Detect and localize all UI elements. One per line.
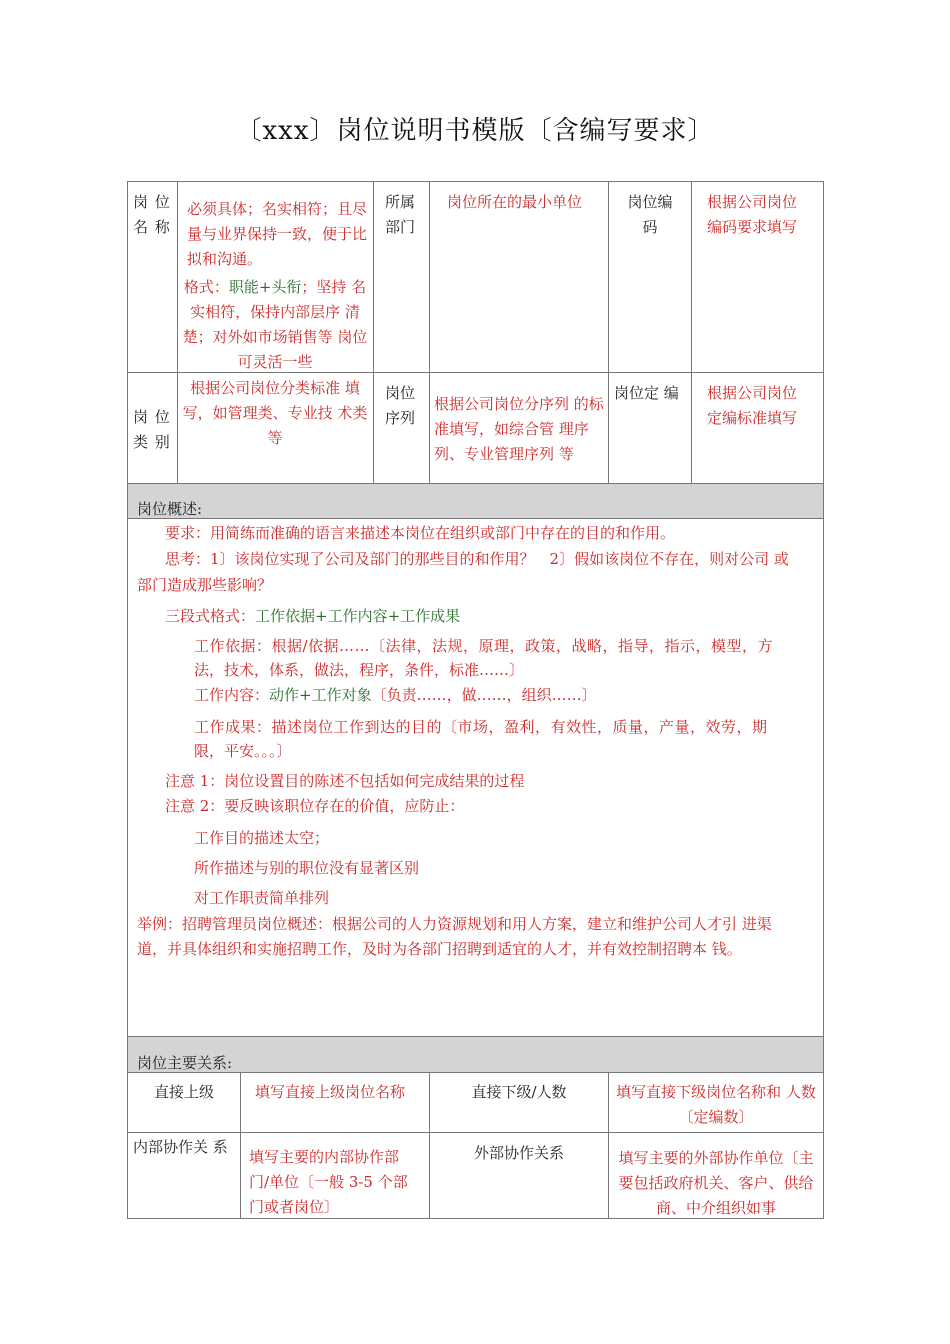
work-content-body: 动作+工作对象 [269, 686, 372, 704]
work-content-prefix: 工作内容： [194, 686, 270, 704]
overview-think-line-2: 部门造成那些影响？ [137, 576, 273, 594]
external-relations-label: 外部协作关系 [473, 1144, 564, 1162]
work-result-line-1: 工作成果：描述岗位工作到达的目的〔市场，盈利，有效性，质量，产量，效劳，期 [194, 718, 768, 736]
position-type-label: 岗 位 类 别 [133, 408, 171, 451]
direct-superior-label: 直接上级 [153, 1083, 214, 1101]
table-rule [127, 518, 824, 519]
table-rule [127, 1036, 824, 1037]
relations-heading-band [128, 1037, 824, 1072]
department-value: 岗位所在的最小单位 [447, 193, 583, 211]
table-rule [691, 181, 692, 484]
table-rule [127, 181, 128, 1219]
three-part-body: 工作依据+工作内容+工作成果 [255, 607, 461, 625]
overview-requirement: 要求：用简练而准确的语言来描述本岗位在组织或部门中存在的目的和作用。 [165, 524, 676, 542]
note-2: 注意 2：要反映该职位存在的价值，应防止： [165, 797, 465, 815]
position-sequence-label: 岗位 序列 [385, 384, 416, 427]
overview-three-part-format [165, 604, 460, 629]
overview-heading: 岗位概述: [137, 500, 203, 518]
work-content [194, 683, 597, 708]
example-line-1: 举例：招聘管理员岗位概述：根据公司的人力资源规划和用人方案，建立和维护公司人才引 进渠 [137, 915, 772, 933]
table-rule [823, 181, 824, 1219]
avoid-item-1: 工作目的描述太空； [194, 829, 330, 847]
table-rule [373, 181, 374, 484]
position-sequence-value: 根据公司岗位分序列 的标准填写，如综合管 理序列、专业管理序列 等 [434, 395, 604, 463]
avoid-item-2: 所作描述与别的职位没有显著区别 [194, 859, 420, 877]
page-title: 〔xxx〕岗位说明书模版〔含编写要求〕 [235, 116, 715, 146]
external-relations-value: 填写主要的外部协作单位〔主要包括政府机关、客户、供给商、中介组织如事 [618, 1149, 814, 1217]
three-part-prefix: 三段式格式： [165, 607, 256, 625]
position-quota-value: 根据公司岗位定编标准填写 [707, 384, 798, 427]
table-rule [608, 181, 609, 484]
position-name-label: 岗 位 名 称 [133, 193, 171, 236]
direct-subordinate-value: 填写直接下级岗位名称和 人数〔定编数〕 [616, 1083, 816, 1126]
note-1: 注意 1：岗位设置目的陈述不包括如何完成结果的过程 [165, 772, 525, 790]
example-line-2: 道，并具体组织和实施招聘工作，及时为各部门招聘到适宜的人才，并有效控制招聘本 钱。 [137, 940, 742, 958]
table-rule [127, 1132, 824, 1133]
direct-subordinate-label: 直接下级/人数 [471, 1083, 567, 1101]
avoid-item-3: 对工作职责简单排列 [194, 889, 330, 907]
position-quota-label: 岗位定 编 [614, 384, 679, 402]
overview-think-line-1: 思考：1〕该岗位实现了公司及部门的那些目的和作用？ 2〕假如该岗位不存在，则对公司 或 [165, 550, 789, 568]
relations-heading: 岗位主要关系: [137, 1054, 233, 1072]
table-rule [177, 181, 178, 484]
table-rule [127, 181, 824, 182]
internal-relations-value: 填写主要的内部协作部门/单位〔一般 3-5 个部门或者岗位〕 [249, 1148, 408, 1216]
work-result-line-2: 限，平安。。。〕 [194, 742, 292, 760]
internal-relations-label: 内部协作关 系 [133, 1138, 228, 1156]
position-name-value [181, 197, 369, 375]
format-body: 职能+头衔 [228, 278, 302, 296]
table-rule [429, 181, 430, 484]
work-basis-line-1: 工作依据：根据/依据……〔法律，法规，原理，政策，战略，指导，指示，模型，方 [194, 637, 774, 655]
table-rule [127, 483, 824, 484]
position-type-value: 根据公司岗位分类标准 填写，如管理类、专业技 术类等 [182, 379, 368, 447]
work-content-rest: 〔负责……，做……，组织……〕 [371, 686, 597, 704]
position-name-format [181, 275, 369, 375]
overview-heading-band [128, 484, 824, 518]
department-label: 所属 部门 [385, 193, 416, 236]
position-code-label: 岗位编 码 [627, 193, 673, 236]
direct-superior-value: 填写直接上级岗位名称 [255, 1083, 406, 1101]
position-name-requirement: 必须具体；名实相符；且尽量与业界保持一致，便于比拟和沟通。 [187, 200, 368, 268]
format-prefix: 格式： [183, 278, 229, 296]
format-rest: ；坚持 名实相符，保持内部层序 清楚；对外如市场销售等 岗位可灵活一些 [182, 278, 368, 371]
table-rule [608, 1072, 609, 1219]
work-basis-line-2: 法，技术，体系，做法，程序，条件，标准……〕 [194, 661, 525, 679]
position-code-value: 根据公司岗位编码要求填写 [707, 193, 798, 236]
